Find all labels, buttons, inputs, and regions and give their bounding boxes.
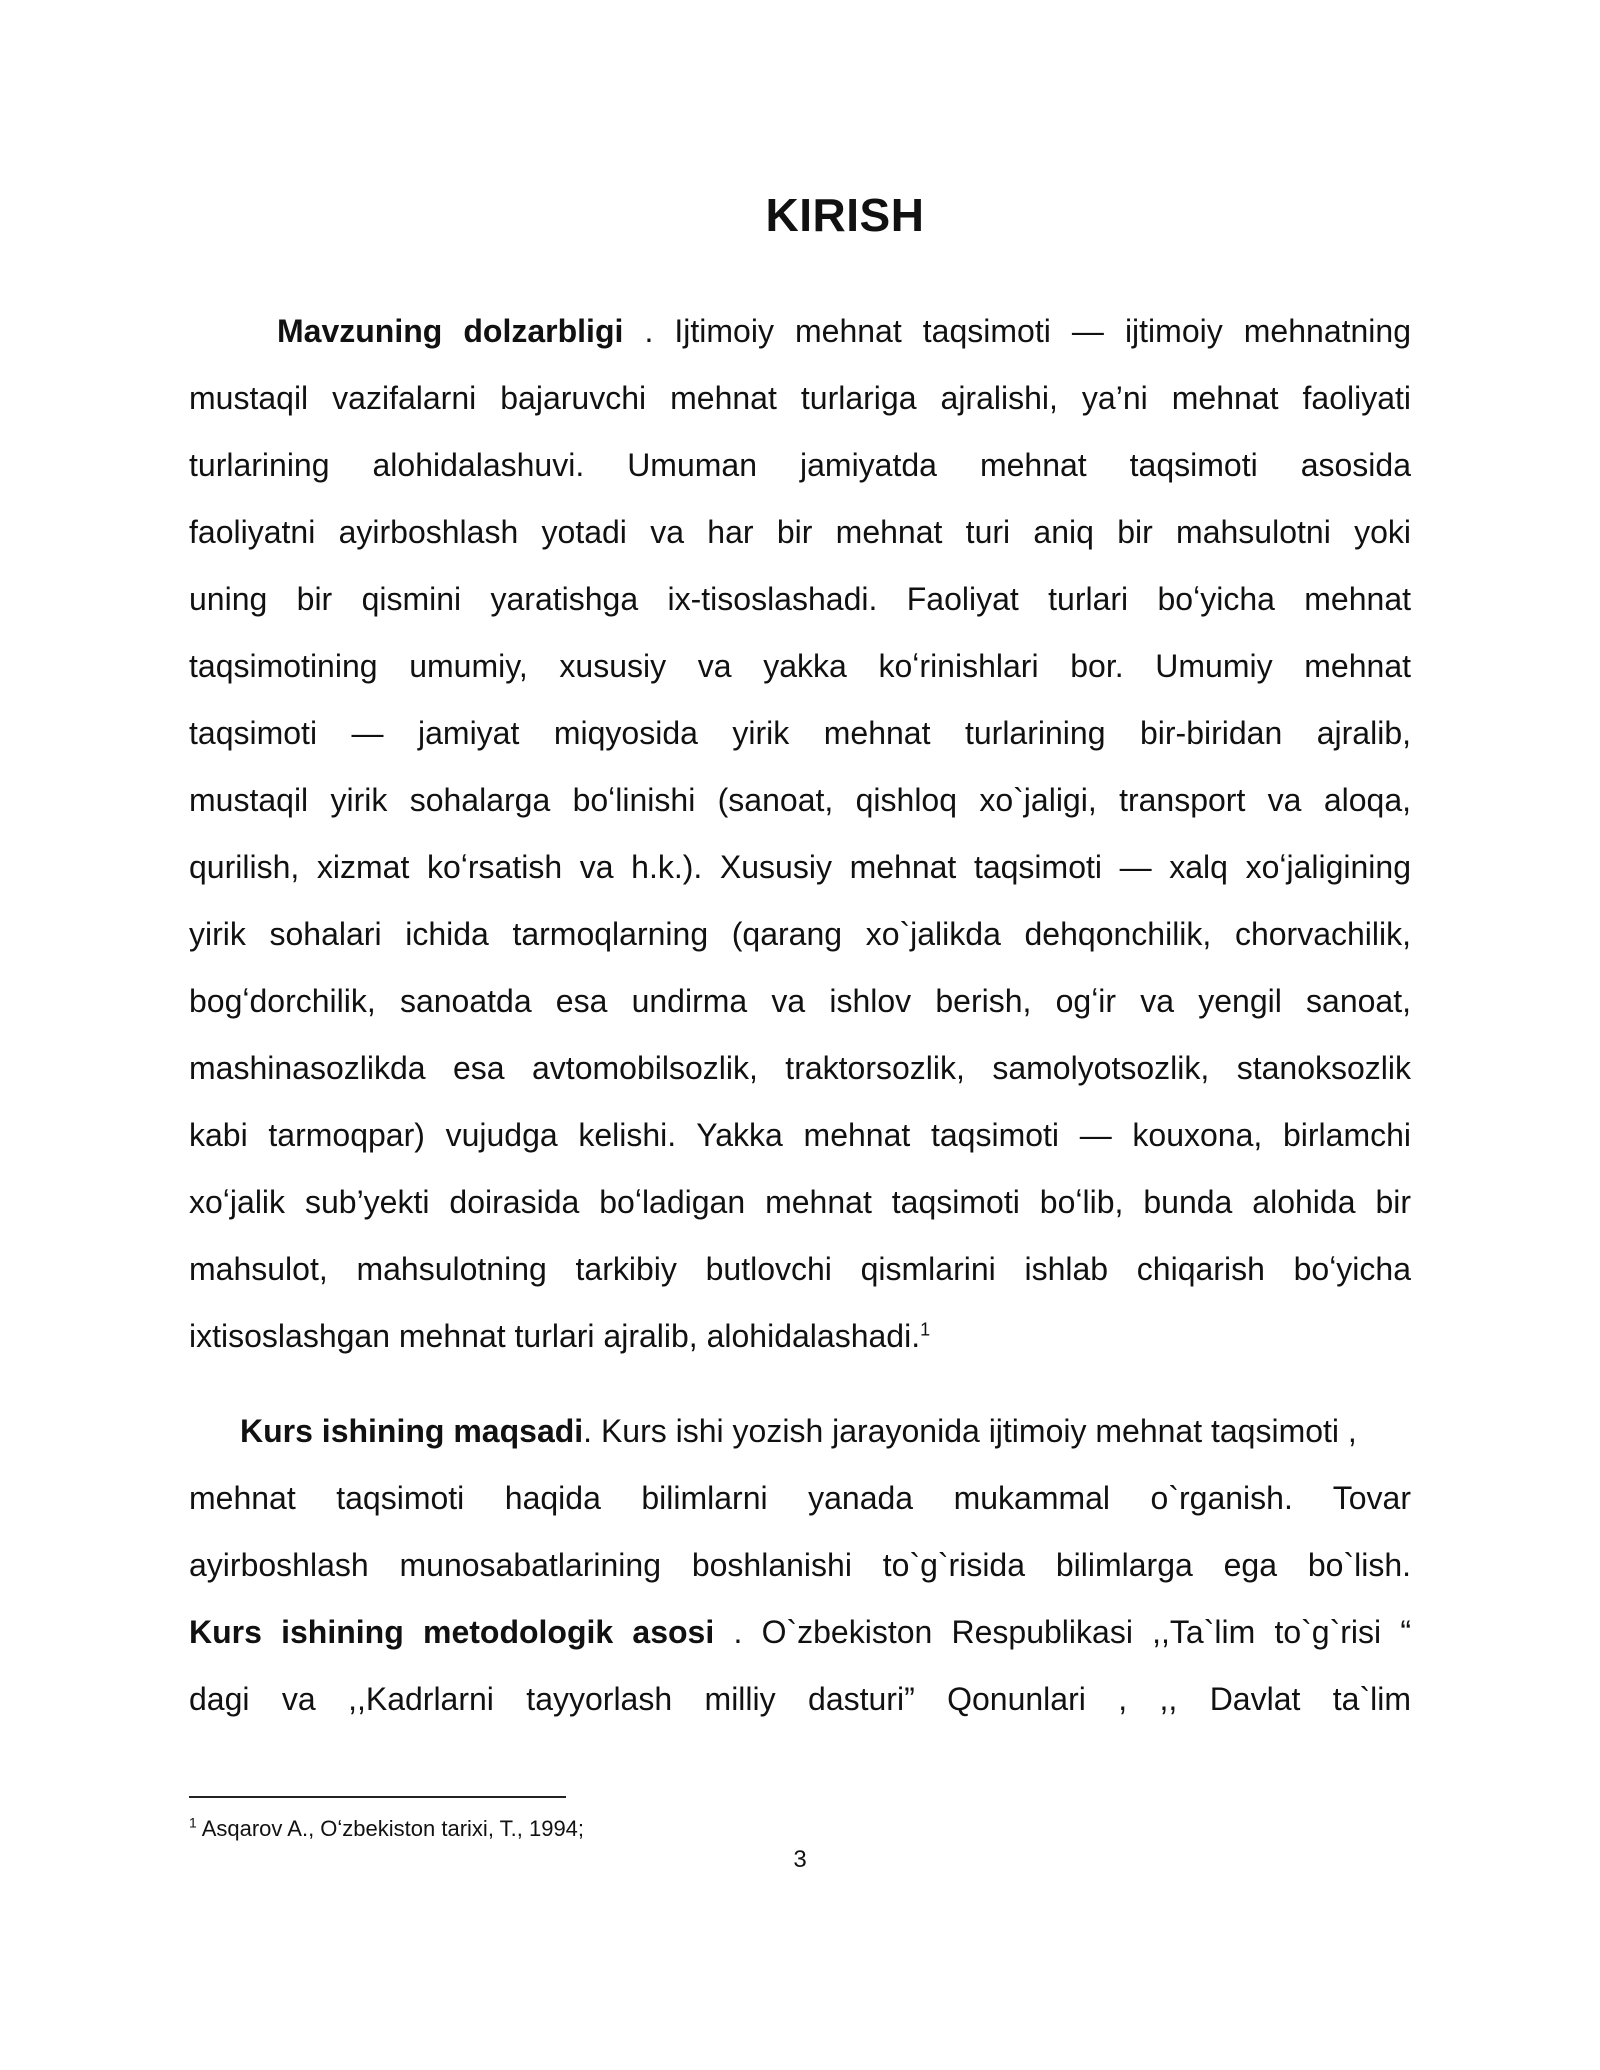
- paragraph-line: ixtisoslashgan mehnat turlari ajralib, alohidalashadi.$^1$: [189, 1318, 931, 1354]
- paragraph-line: kabi tarmoqpar) vujudga kelishi. Yakka mehnat taqsimoti — kouxona, birlamchi: [189, 1117, 1411, 1153]
- goal-heading: Kurs ishining maqsadi: [240, 1413, 584, 1449]
- paragraph-line: taqsimoti — jamiyat miqyosida yirik mehnat turlarining bir-biridan ajralib,: [189, 715, 1411, 751]
- paragraph-line: dagi va ,,Kadrlarni tayyorlash milliy dasturi” Qonunlari , ,, Davlat ta`lim: [189, 1681, 1411, 1717]
- paragraph-line: qurilish, xizmat koʻrsatish va h.k.). Xususiy mehnat taqsimoti — xalq xoʻjaligining: [189, 849, 1411, 885]
- paragraph-line: ayirboshlash munosabatlarining boshlanishi to`g`risida bilimlarga ega bo`lish.: [189, 1547, 1411, 1583]
- paragraph-line: uning bir qismini yaratishga ix-tisoslashadi. Faoliyat turlari boʻyicha mehnat: [189, 581, 1411, 617]
- paragraph-line: turlarining alohidalashuvi. Umuman jamiyatda mehnat taqsimoti asosida: [189, 447, 1411, 483]
- paragraph-line: Kurs ishining metodologik asosi . O`zbekiston Respublikasi ,,Ta`lim to`g`risi “: [189, 1614, 1411, 1650]
- paragraph-line: mustaqil yirik sohalarga boʻlinishi (sanoat, qishloq xo`jaligi, transport va aloqa,: [189, 782, 1411, 818]
- paragraph-line: mahsulot, mahsulotning tarkibiy butlovchi qismlarini ishlab chiqarish boʻyicha: [189, 1251, 1411, 1287]
- paragraph-goal: [189, 1398, 1411, 1733]
- footnote: [189, 1814, 584, 1844]
- paragraph-line: mashinasozlikda esa avtomobilsozlik, traktorsozlik, samolyotsozlik, stanoksozlik: [189, 1050, 1411, 1086]
- page-number: 3: [793, 1846, 807, 1873]
- paragraph-line: Kurs ishining maqsadi. Kurs ishi yozish jarayonida ijtimoiy mehnat taqsimoti ,: [240, 1413, 1357, 1449]
- paragraph-line: xoʻjalik sub’yekti doirasida boʻladigan mehnat taqsimoti boʻlib, bunda alohida bir: [189, 1184, 1411, 1220]
- footnote-separator: [189, 1796, 566, 1798]
- footnote-marker: 1: [189, 1814, 197, 1831]
- footnote-text: Asqarov A., Oʻzbekiston tarixi, T., 1994;: [196, 1816, 585, 1841]
- paragraph-line: yirik sohalari ichida tarmoqlarning (qarang xo`jalikda dehqonchilik, chorvachilik,: [189, 916, 1411, 952]
- paragraph-line: mustaqil vazifalarni bajaruvchi mehnat turlariga ajralishi, ya’ni mehnat faoliyati: [189, 380, 1411, 416]
- paragraph-relevance: [189, 298, 1411, 1370]
- methodology-heading: Kurs ishining metodologik asosi: [189, 1614, 715, 1650]
- paragraph-line: mehnat taqsimoti haqida bilimlarni yanada mukammal o`rganish. Tovar: [189, 1480, 1411, 1516]
- paragraph-line: faoliyatni ayirboshlash yotadi va har bir mehnat turi aniq bir mahsulotni yoki: [189, 514, 1411, 550]
- page-title: KIRISH: [765, 189, 925, 241]
- footnote-reference[interactable]: 1: [920, 1319, 931, 1340]
- paragraph-line: bogʻdorchilik, sanoatda esa undirma va ishlov berish, ogʻir va yengil sanoat,: [189, 983, 1411, 1019]
- relevance-heading: Mavzuning dolzarbligi: [277, 313, 624, 349]
- paragraph-line: taqsimotining umumiy, xususiy va yakka koʻrinishlari bor. Umumiy mehnat: [189, 648, 1411, 684]
- paragraph-line: Mavzuning dolzarbligi . Ijtimoiy mehnat taqsimoti — ijtimoiy mehnatning: [277, 313, 1411, 349]
